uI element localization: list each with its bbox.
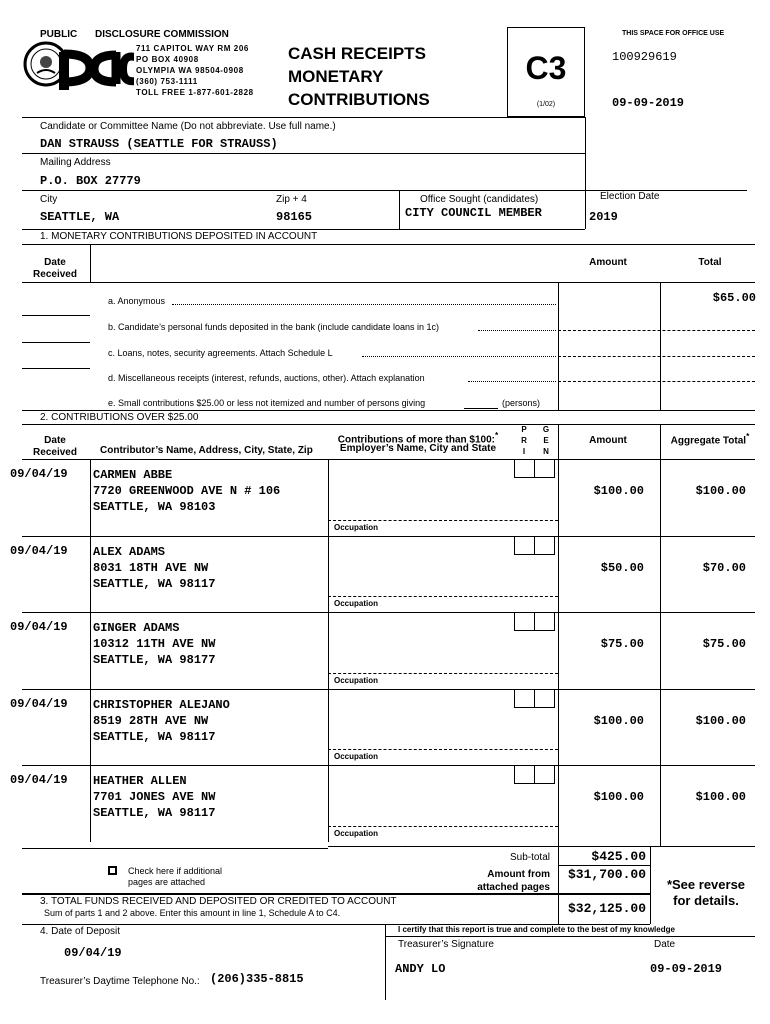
zip: 98165: [276, 210, 313, 224]
contributor-city: SEATTLE, WA 98117: [93, 577, 216, 591]
attached-pages-value: $31,700.00: [567, 867, 646, 882]
occupation-label: Occupation: [334, 752, 379, 761]
pdc-logo: [22, 40, 134, 90]
section3-title: 3. TOTAL FUNDS RECEIVED AND DEPOSITED OR CREDITED TO ACCOUNT: [40, 896, 397, 907]
row-aggregate: $75.00: [702, 637, 746, 651]
row-aggregate: $100.00: [695, 790, 746, 804]
row-amount: $50.00: [600, 561, 644, 575]
contributor-street: 7720 GREENWOOD AVE N # 106: [93, 484, 281, 498]
office-use-label: THIS SPACE FOR OFFICE USE: [622, 30, 725, 37]
form-title: CASH RECEIPTS MONETARY CONTRIBUTIONS: [288, 44, 430, 109]
section2-date-label: Date Received: [33, 435, 77, 458]
row-contributor: [93, 773, 215, 821]
form-code: C3: [525, 50, 567, 86]
agency-name-left: PUBLIC: [40, 29, 78, 40]
section1-total-label: Total: [698, 257, 722, 268]
general-checkbox[interactable]: [534, 765, 555, 784]
row-date: 09/04/19: [10, 620, 68, 634]
section2-title: 2. CONTRIBUTIONS OVER $25.00: [40, 412, 199, 423]
primary-checkbox[interactable]: [514, 612, 535, 631]
contributor-name: CHRISTOPHER ALEJANO: [93, 698, 230, 712]
election-date: 2019: [589, 210, 618, 224]
form-revision: (1/02): [536, 101, 556, 108]
line-e-persons: (persons): [502, 398, 541, 408]
total-funds-value: $32,125.00: [567, 901, 646, 916]
office-date: 09-09-2019: [612, 96, 685, 110]
contributor-name: GINGER ADAMS: [93, 621, 180, 635]
contributor-city: SEATTLE, WA 98117: [93, 806, 216, 820]
section4-title: 4. Date of Deposit: [40, 926, 121, 937]
occupation-label: Occupation: [334, 676, 379, 685]
general-checkbox[interactable]: [534, 612, 555, 631]
contributor-street: 8519 28TH AVE NW: [93, 714, 209, 728]
general-checkbox[interactable]: [534, 689, 555, 708]
contributor-label: Contributor’s Name, Address, City, State, Zip: [100, 445, 313, 456]
section1-date-label: Date Received: [33, 257, 77, 280]
section1-amount-label: Amount: [589, 257, 627, 268]
row-aggregate: $100.00: [695, 484, 746, 498]
contributor-name: CARMEN ABBE: [93, 468, 173, 482]
row-contributor: [93, 467, 280, 515]
mailing-address-label: Mailing Address: [40, 157, 111, 168]
primary-checkbox[interactable]: [514, 689, 535, 708]
office-sought-label: Office Sought (candidates): [420, 194, 539, 205]
signature-date: 09-09-2019: [650, 962, 723, 976]
row-aggregate: $100.00: [695, 714, 746, 728]
row-contributor: [93, 697, 230, 745]
row-date: 09/04/19: [10, 467, 68, 481]
occupation-label: Occupation: [334, 829, 379, 838]
additional-pages-label: Check here if additional pages are attached: [128, 866, 223, 887]
treasurer-name: ANDY LO: [395, 962, 446, 976]
office-sought: CITY COUNCIL MEMBER: [405, 206, 542, 220]
agency-name-right: DISCLOSURE COMMISSION: [95, 29, 229, 40]
primary-checkbox[interactable]: [514, 536, 535, 555]
line-e-label: e. Small contributions $25.00 or less not itemized and number of persons giving: [108, 398, 426, 408]
office-id: 100929619: [612, 50, 677, 64]
contributor-city: SEATTLE, WA 98177: [93, 653, 216, 667]
subtotal-label: Sub-total: [509, 852, 550, 863]
occupation-label: Occupation: [334, 599, 379, 608]
zip-label: Zip + 4: [276, 194, 307, 205]
general-label: G E N: [542, 425, 550, 456]
aggregate-label: Aggregate Total*: [670, 431, 750, 447]
row-amount: $100.00: [593, 790, 644, 804]
subtotal-value: $425.00: [591, 849, 646, 864]
primary-label: P R I: [521, 425, 527, 456]
row-aggregate: $70.00: [702, 561, 746, 575]
line-b-label: b. Candidate’s personal funds deposited in the bank (include candidate loans in 1c): [108, 322, 440, 332]
primary-checkbox[interactable]: [514, 765, 535, 784]
employer-label-2: Employer’s Name, City and State: [339, 443, 497, 454]
general-checkbox[interactable]: [534, 536, 555, 555]
line-a-label: a. Anonymous: [108, 296, 166, 306]
row-amount: $75.00: [600, 637, 644, 651]
row-amount: $100.00: [593, 484, 644, 498]
candidate-name: DAN STRAUSS (SEATTLE FOR STRAUSS): [40, 137, 278, 151]
certify-statement: I certify that this report is true and complete to the best of my knowledge: [398, 925, 675, 934]
row-date: 09/04/19: [10, 544, 68, 558]
section1-title: 1. MONETARY CONTRIBUTIONS DEPOSITED IN ACCOUNT: [40, 231, 318, 242]
candidate-name-label: Candidate or Committee Name (Do not abbreviate. Use full name.): [40, 121, 336, 132]
row-date: 09/04/19: [10, 697, 68, 711]
line-c-label: c. Loans, notes, security agreements. Attach Schedule L: [108, 348, 333, 358]
city: SEATTLE, WA: [40, 210, 120, 224]
row-date: 09/04/19: [10, 773, 68, 787]
row-amount: $100.00: [593, 714, 644, 728]
section2-amount-label: Amount: [589, 435, 627, 446]
city-label: City: [40, 194, 58, 205]
contributor-name: ALEX ADAMS: [93, 545, 166, 559]
contributor-city: SEATTLE, WA 98117: [93, 730, 216, 744]
contributor-name: HEATHER ALLEN: [93, 774, 187, 788]
contributor-street: 8031 18TH AVE NW: [93, 561, 209, 575]
signature-date-label: Date: [654, 939, 676, 950]
treasurer-signature-label: Treasurer’s Signature: [398, 939, 494, 950]
contributor-street: 10312 11TH AVE NW: [93, 637, 216, 651]
mailing-address: P.O. BOX 27779: [40, 174, 141, 188]
section3-subtitle: Sum of parts 1 and 2 above. Enter this amount in line 1, Schedule A to C4.: [44, 908, 341, 918]
primary-checkbox[interactable]: [514, 459, 535, 478]
occupation-label: Occupation: [334, 523, 379, 532]
additional-pages-checkbox[interactable]: [108, 866, 117, 875]
row-contributor: [93, 544, 215, 592]
election-date-label: Election Date: [600, 191, 660, 202]
agency-address: 711 CAPITOL WAY RM 206 PO BOX 40908 OLYMPIA WA 98504-0908 (360) 753-1111 TOLL FREE 1-877-601-2828: [136, 44, 254, 97]
row-contributor: [93, 620, 215, 668]
line-d-label: d. Miscellaneous receipts (interest, refunds, auctions, other). Attach explanation: [108, 373, 425, 383]
see-reverse-note: *See reverse for details.: [666, 877, 746, 908]
general-checkbox[interactable]: [534, 459, 555, 478]
treasurer-phone: (206)335-8815: [210, 972, 304, 986]
attached-pages-label: Amount from attached pages: [477, 869, 550, 893]
line-a-total: $65.00: [712, 291, 756, 305]
deposit-date: 09/04/19: [64, 946, 122, 960]
contributor-street: 7701 JONES AVE NW: [93, 790, 216, 804]
employer-label-1: Contributions of more than $100:*: [337, 430, 499, 446]
phone-label: Treasurer’s Daytime Telephone No.:: [40, 976, 200, 987]
contributor-city: SEATTLE, WA 98103: [93, 500, 216, 514]
